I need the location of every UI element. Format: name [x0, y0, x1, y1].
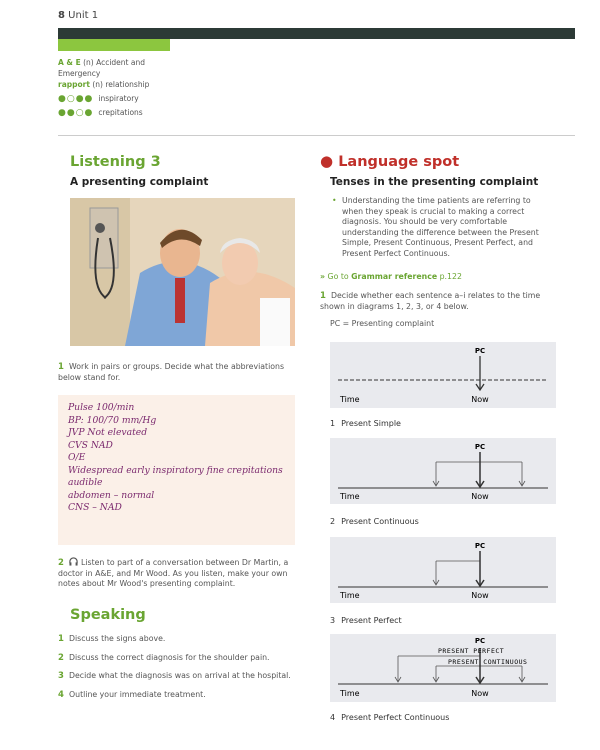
- task-text: Listen to part of a conversation between Dr Martin, a doctor in A&E, and Mr Wood. As you listen, make your own notes about Mr Wood's presenting complaint.: [58, 558, 289, 588]
- pc-label: PC: [474, 443, 486, 451]
- headphones-icon: [69, 557, 78, 566]
- stress-entry: [58, 107, 168, 121]
- diagram-present-simple: [330, 342, 556, 408]
- glossary-pos: (n): [92, 80, 103, 89]
- double-chevron-icon: »: [320, 272, 326, 281]
- task-text: Decide whether each sentence a–i relates to the time shown in diagrams 1, 2, 3, or 4 below.: [320, 291, 541, 311]
- red-bullet-icon: ●: [320, 152, 334, 170]
- time-label: Time: [340, 395, 360, 404]
- language-task-1: [320, 291, 560, 312]
- ref-prefix: Go to: [327, 272, 349, 281]
- language-spot-subtitle: Tenses in the presenting complaint: [330, 176, 539, 188]
- section-divider: [58, 135, 575, 136]
- bullet-icon: •: [332, 196, 337, 205]
- pc-label: PC: [474, 347, 486, 355]
- note-line: JVP Not elevated: [68, 427, 148, 438]
- doctor-patient-photo: [70, 198, 295, 346]
- language-spot-heading: [320, 151, 459, 170]
- page-header: [58, 10, 98, 21]
- diagram-caption: [330, 517, 419, 526]
- caption-text: Present Perfect: [341, 616, 402, 625]
- glossary-term: rapport: [58, 80, 90, 89]
- timeline-svg: [330, 342, 556, 408]
- listening-subtitle: A presenting complaint: [70, 176, 209, 188]
- now-label: Now: [471, 591, 489, 600]
- timeline-svg: [330, 537, 556, 603]
- glossary-entry: [58, 79, 168, 90]
- caption-number: 2: [330, 517, 336, 526]
- item-text: Discuss the correct diagnosis for the shoulder pain.: [69, 652, 270, 662]
- task-number: 2: [58, 558, 64, 568]
- now-label: Now: [471, 395, 489, 404]
- time-label: Time: [340, 492, 360, 501]
- item-text: Discuss the signs above.: [69, 634, 166, 643]
- task-text: Work in pairs or groups. Decide what the abbreviations below stand for.: [58, 362, 285, 382]
- item-number: 1: [58, 634, 64, 644]
- caption-text: Present Perfect Continuous: [341, 713, 450, 722]
- page-number: 8: [58, 10, 65, 21]
- intro-text: Understanding the time patients are referring to when they speak is crucial to making a correct diagnosis. You should be very comfortable understanding the difference between the Present Simple, Present Continuous, Present Perfect, and Present Perfect Continuous.: [342, 196, 539, 258]
- diagram-present-perfect-continuous: [330, 634, 556, 702]
- time-label: Time: [340, 689, 360, 698]
- language-spot-title: Language spot: [338, 154, 460, 170]
- diagram-caption: [330, 419, 401, 428]
- time-label: Time: [340, 591, 360, 600]
- note-line: Pulse 100/min: [68, 402, 135, 413]
- stress-word: crepitations: [98, 108, 143, 117]
- stress-pattern: ●●○●: [58, 108, 94, 118]
- speaking-item: [58, 667, 308, 686]
- note-line: O/E: [68, 452, 86, 463]
- task-number: 1: [58, 362, 64, 372]
- present-perfect-label: PRESENT PERFECT: [438, 647, 505, 655]
- now-label: Now: [471, 689, 489, 698]
- caption-text: Present Simple: [341, 419, 401, 428]
- glossary-term: A & E: [58, 58, 81, 67]
- note-line: Widespread early inspiratory fine crepitations: [68, 464, 283, 476]
- pc-definition: PC = Presenting complaint: [330, 319, 435, 328]
- photo-illustration: [70, 198, 295, 346]
- listening-task-2: [58, 557, 298, 590]
- handwritten-notes: [58, 395, 295, 545]
- listening-task-1: [58, 362, 298, 383]
- ref-page: p.122: [439, 272, 462, 281]
- speaking-title: Speaking: [70, 607, 146, 623]
- stress-pattern: ●○●●: [58, 94, 94, 104]
- speaking-item: [58, 649, 308, 668]
- present-continuous-label: PRESENT CONTINUOUS: [448, 658, 528, 666]
- note-line: BP: 100/70 mm/Hg: [68, 414, 157, 426]
- pc-label: PC: [474, 637, 486, 645]
- language-spot-intro: [330, 196, 548, 259]
- diagram-present-perfect: [330, 537, 556, 603]
- now-label: Now: [471, 492, 489, 501]
- glossary-pos: (n): [83, 58, 94, 67]
- note-line: CNS – NAD: [68, 502, 122, 513]
- glossary: [58, 57, 168, 121]
- item-number: 2: [58, 652, 64, 663]
- header-bar: [58, 28, 575, 39]
- stress-entry: [58, 93, 168, 107]
- speaking-item: [58, 630, 308, 649]
- glossary-definition: relationship: [105, 80, 150, 89]
- pc-label: PC: [474, 542, 486, 550]
- glossary-definition: Accident and Emergency: [58, 58, 145, 78]
- grammar-reference-link[interactable]: Grammar reference: [351, 272, 438, 281]
- timeline-svg: [330, 634, 556, 702]
- header-accent-bar: [58, 39, 170, 51]
- task-number: 1: [320, 291, 326, 301]
- note-line: CVS NAD: [68, 439, 113, 451]
- diagram-present-continuous: [330, 438, 556, 504]
- note-line: abdomen – normal: [68, 489, 155, 501]
- speaking-item: [58, 686, 308, 705]
- item-text: Outline your immediate treatment.: [69, 689, 206, 699]
- caption-number: 1: [330, 419, 336, 428]
- listening-title: Listening 3: [70, 154, 161, 170]
- unit-label: Unit 1: [68, 10, 99, 21]
- timeline-svg: [330, 438, 556, 504]
- stress-word: inspiratory: [98, 94, 139, 103]
- diagram-caption: [330, 616, 402, 625]
- speaking-list: [58, 630, 308, 704]
- grammar-reference[interactable]: [320, 272, 462, 283]
- item-number: 4: [58, 689, 64, 700]
- diagram-caption: [330, 713, 449, 722]
- note-line: audible: [68, 477, 103, 488]
- caption-number: 3: [330, 616, 336, 625]
- caption-text: Present Continuous: [341, 517, 419, 526]
- glossary-entry: [58, 57, 168, 79]
- item-number: 3: [58, 671, 64, 681]
- caption-number: 4: [330, 713, 336, 722]
- item-text: Decide what the diagnosis was on arrival at the hospital.: [69, 671, 291, 680]
